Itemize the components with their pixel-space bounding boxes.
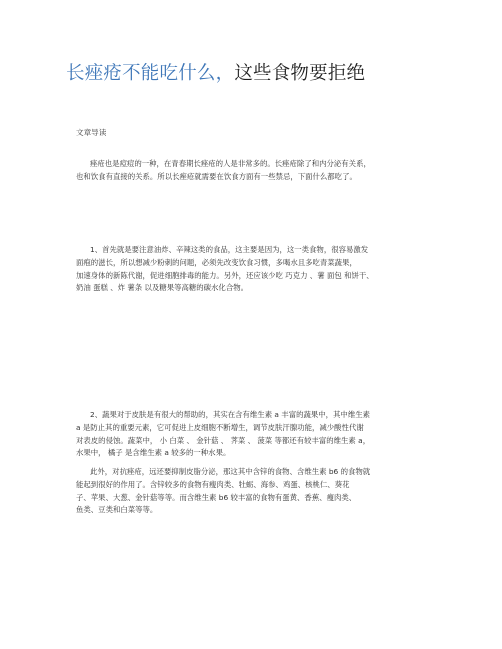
paragraph-line: 能起到很好的作用了。含锌较多的食物有瘦肉类、牡蛎、海参、鸡蛋、核桃仁、葵花 [76,479,350,489]
paragraph-line: 水果中， 橘子 是含维生素 a 较多的一种水果。 [76,448,231,458]
paragraph-line: 鱼类、豆类和白菜等等。 [76,505,158,515]
section-1-paragraph [76,244,476,295]
paragraph-line: 2、蔬果对于皮肤是有很大的帮助的，其实在含有维生素 a 丰富的蔬果中，其中维生素 [90,410,370,419]
article-title [66,62,486,86]
paragraph-line: 奶油 蛋糕 、炸 薯条 以及糖果等高糖的碳水化合物。 [76,283,248,293]
paragraph-line: 对表皮的侵蚀。蔬菜中， 小 白菜 、 金针菇 、 荠菜 、 菠菜 等都还有较丰富的维生素 a， [76,435,371,445]
paragraph-line: 也和饮食有直接的关系。所以长痤疮就需要在饮食方面有一些禁忌，下面什么都吃了。 [76,171,357,181]
paragraph-line: 1、首先就是要注意油炸、辛辣这类的食品，这主要是因为，这一类食物，很容易激发 [90,245,369,254]
article-title-part2: 这些食物要拒绝 [234,63,366,84]
paragraph-line: 子、苹果、大葱、金针菇等等。而含维生素 b6 较丰富的食物有蛋黄、香蕉、瘦肉类、 [76,492,357,502]
article-title-part1: 长痤疮不能吃什么， [66,63,235,84]
section-3-paragraph [76,466,476,517]
paragraph-line: 面疱的滋长，所以想减少粉刺的问题，必须先改变饮食习惯，多喝水且多吃青菜蔬果， [76,257,357,267]
paragraph-line: a 是防止其的重要元素，它可促进上皮细胞不断增生，调节皮肤汗腺功能，减少酸性代谢 [76,422,364,432]
paragraph-line: 此外，对抗痤疮，远还要抑制皮脂分泌，那这其中含锌的食物、含维生素 b6 的食物就 [90,467,371,476]
paragraph-line: 加速身体的新陈代谢，促进细胞排毒的能力。另外，还应该少吃 巧克力 、薯 面包 和饼干、 [76,270,374,280]
intro-paragraph [76,158,476,184]
paragraph-line: 痤疮也是痘痘的一种，在青春期长痤疮的人是非常多的。长痤疮除了和内分泌有关系， [90,159,371,168]
summary-label: 文章导读 [76,128,107,137]
section-2-paragraph [76,409,476,460]
